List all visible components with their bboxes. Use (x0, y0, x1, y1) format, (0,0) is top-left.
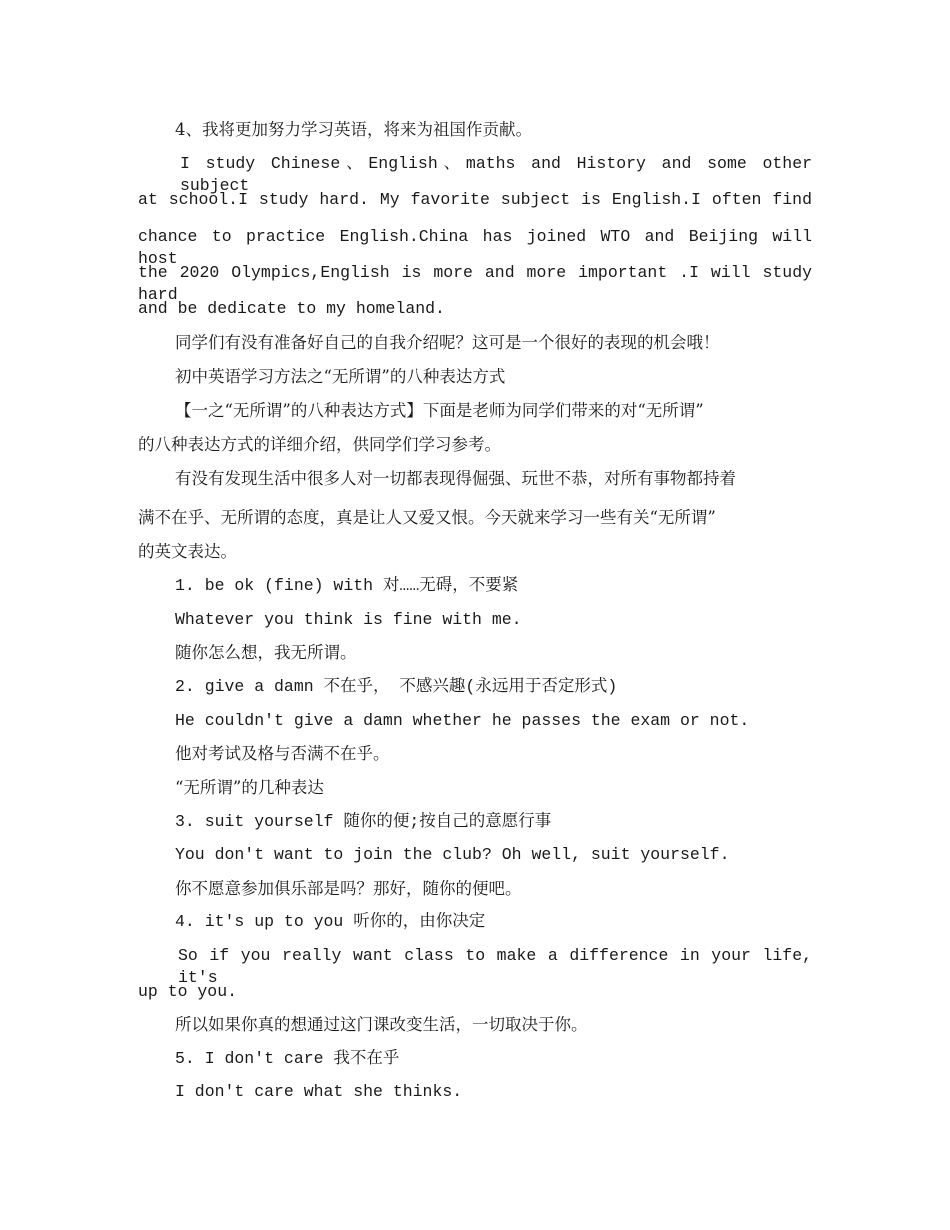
text-line: 3. suit yourself 随你的便;按自己的意愿行事 (175, 812, 552, 831)
text-line: 初中英语学习方法之“无所谓”的八种表达方式 (175, 367, 506, 386)
text-line: Whatever you think is fine with me. (175, 610, 522, 629)
text-line: at school.I study hard. My favorite subject is English.I often find (138, 190, 812, 209)
text-line: 【一之“无所谓”的八种表达方式】下面是老师为同学们带来的对“无所谓” (175, 401, 704, 420)
text-line: 的英文表达。 (138, 542, 237, 561)
text-line: 随你怎么想，我无所谓。 (175, 643, 357, 662)
text-line: 4、我将更加努力学习英语，将来为祖国作贡献。 (175, 120, 532, 139)
text-line: 5. I don't care 我不在乎 (175, 1049, 400, 1068)
text-line: I study Chinese、English、maths and History and some other subject (180, 154, 812, 195)
text-line: 所以如果你真的想通过这门课改变生活，一切取决于你。 (175, 1015, 588, 1034)
text-line: 4. it's up to you 听你的，由你决定 (175, 912, 486, 931)
text-line: 满不在乎、无所谓的态度，真是让人又爱又恨。今天就来学习一些有关“无所谓” (138, 508, 716, 527)
text-line: 他对考试及格与否满不在乎。 (175, 744, 390, 763)
text-line: 你不愿意参加俱乐部是吗？那好，随你的便吧。 (175, 879, 522, 898)
text-line: 1. be ok (fine) with 对……无碍，不要紧 (175, 576, 519, 595)
text-line: You don't want to join the club? Oh well, suit yourself. (175, 845, 730, 864)
text-line: 2. give a damn 不在乎， 不感兴趣(永远用于否定形式) (175, 677, 618, 696)
text-line: 有没有发现生活中很多人对一切都表现得倔强、玩世不恭，对所有事物都持着 (175, 469, 736, 488)
text-line: the 2020 Olympics,English is more and more important .I will study hard (138, 263, 812, 304)
text-line: up to you. (138, 982, 238, 1001)
text-line: I don't care what she thinks. (175, 1082, 463, 1101)
text-line: and be dedicate to my homeland. (138, 299, 445, 318)
text-line: 的八种表达方式的详细介绍，供同学们学习参考。 (138, 435, 501, 454)
text-line: 同学们有没有准备好自己的自我介绍呢？这可是一个很好的表现的机会哦！ (175, 333, 720, 352)
text-line: So if you really want class to make a difference in your life, it's (178, 946, 812, 987)
text-line: He couldn't give a damn whether he passes the exam or not. (175, 711, 750, 730)
text-line: chance to practice English.China has joined WTO and Beijing will host (138, 227, 812, 268)
text-line: “无所谓”的几种表达 (175, 778, 324, 797)
